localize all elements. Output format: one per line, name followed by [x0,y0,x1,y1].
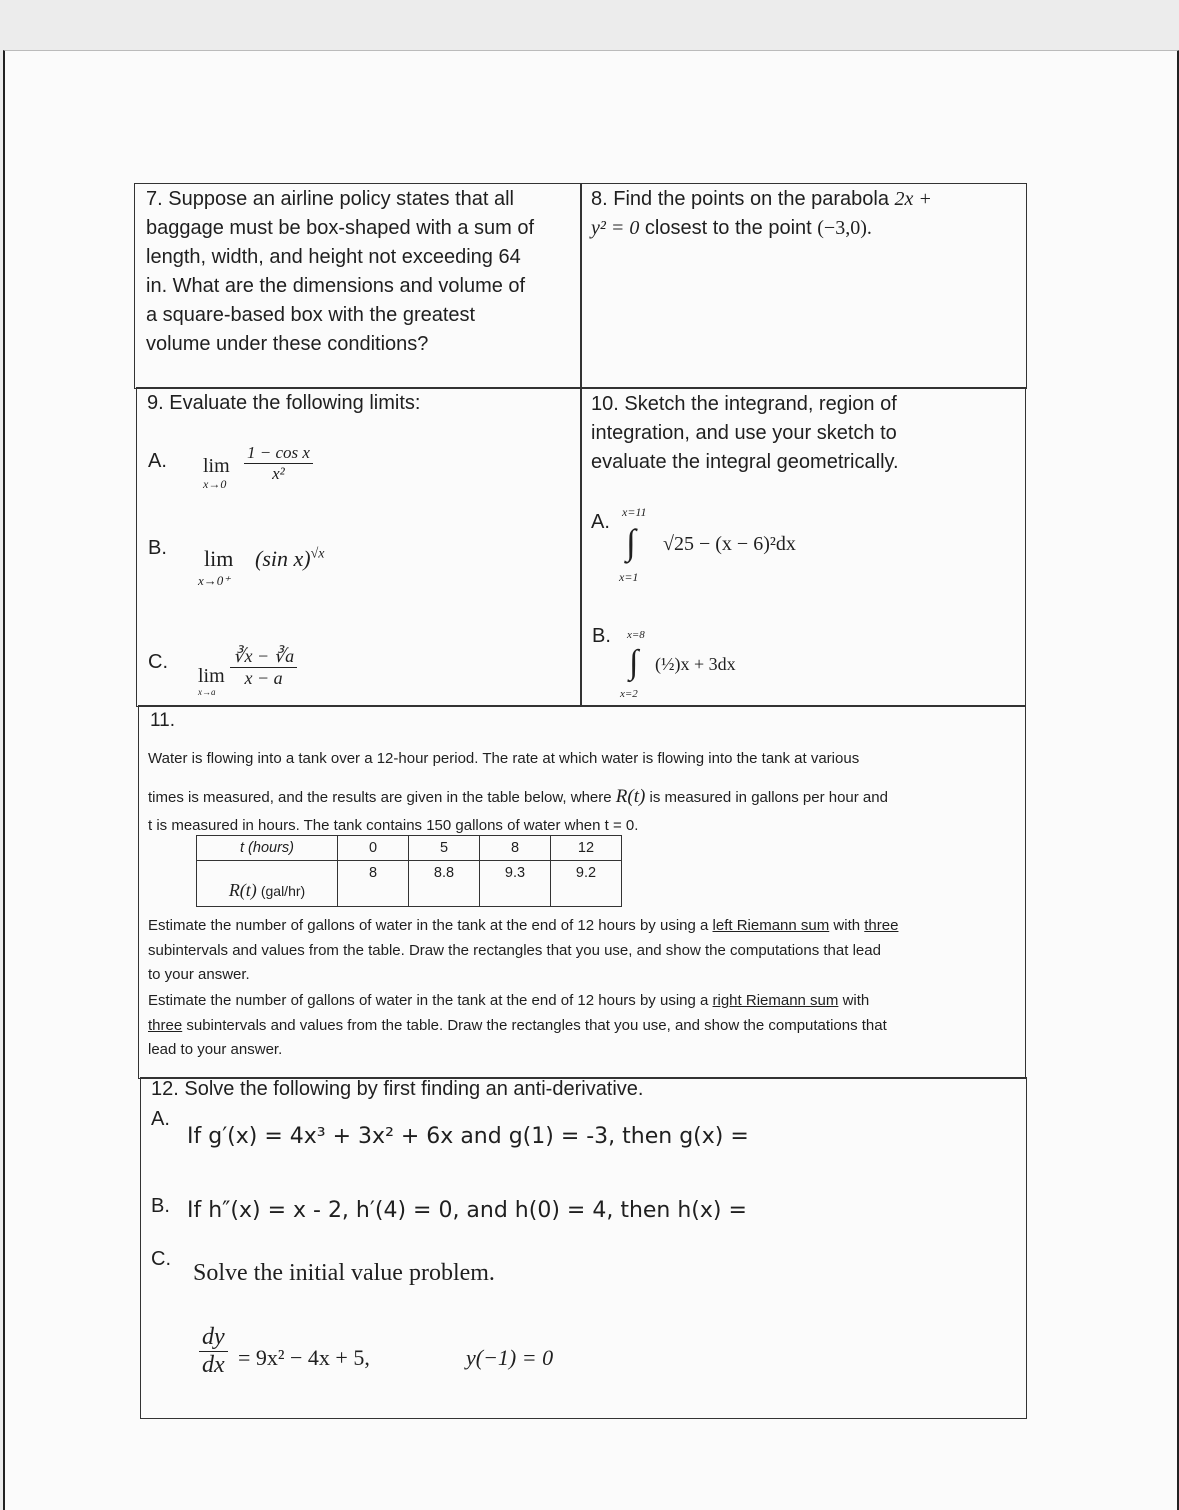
q10-line: evaluate the integral geometrically. [591,451,899,473]
q11-left-u1: left Riemann sum [712,917,830,934]
table-cell: 8 [338,861,409,907]
q11-left-riemann [148,914,1018,988]
q10-text [591,390,1021,477]
q11-para1-line1: Water is flowing into a tank over a 12-hour period. The rate at which water is flowing into the tank at various [148,750,860,767]
q10-a-upper: x=11 [622,505,647,519]
q10-a-lower: x=1 [619,570,639,584]
q10-b-integral-sign: ∫ [629,644,639,681]
q7-line: baggage must be box-shaped with a sum of [146,217,535,239]
q8-math-1: 2x + [894,188,932,210]
q11-left-mid: with [829,917,865,934]
table-rate-unit: (gal/hr) [260,883,306,899]
q12-title: 12. Solve the following by first finding an anti-derivative. [151,1078,644,1100]
q10-a-integrand: √25 − (x − 6)²dx [663,533,796,555]
q12-c-rhs: = 9x² − 4x + 5, [238,1345,370,1370]
q9-b-sub: x→0⁺ [198,573,231,588]
q9-cell [136,387,582,707]
q10-a-label: A. [591,511,610,533]
q9-title: 9. Evaluate the following limits: [147,392,421,414]
q9-a-lim: lim [203,455,230,477]
table-row-label [197,861,338,907]
q7-line: volume under these conditions? [146,333,429,355]
q10-a-integral-sign: ∫ [626,522,636,562]
q11-para1-line2-b: is measured in gallons per hour and [645,789,888,806]
q11-right-u2: three [148,1016,183,1034]
q7-line: 7. Suppose an airline policy states that all [146,188,514,210]
q11-right-pre: Estimate the number of gallons of water in the tank at the end of 12 hours by using a [148,992,713,1009]
q12-c-derivative [199,1324,228,1379]
q7-text [146,185,578,359]
q11-rate-function: R(t) [615,786,646,807]
q9-b-base: (sin x) [255,546,311,571]
q8-prefix: 8. Find the points on the parabola [591,188,895,210]
q11-right-line2: subintervals and values from the table. Draw the rectangles that you use, and show the computations that [182,1016,887,1034]
q10-b-upper: x=8 [627,629,645,641]
q9-b-lim: lim [204,546,234,571]
q8-text [591,185,1021,243]
q11-right-riemann [148,989,1018,1063]
q10-line: 10. Sketch the integrand, region of [591,393,897,415]
q9-a-fraction [244,443,313,484]
table-header-cell: 0 [338,836,409,861]
q12-c-text: Solve the initial value problem. [193,1260,495,1286]
q11-para1-line2-a: times is measured, and the results are given in the table below, where [148,789,616,806]
table-cell: 8.8 [409,861,480,907]
q11-number: 11. [150,710,176,731]
table-header-cell: 12 [551,836,622,861]
q11-left-line3: to your answer. [148,966,250,983]
q9-c-sub: x→a [198,687,216,697]
q7-line: in. What are the dimensions and volume of [146,275,526,297]
q12-c-denominator: dx [202,1352,225,1378]
q11-para1-line3: t is measured in hours. The tank contains 150 gallons of water when t = 0. [148,817,639,834]
q11-left-u2: three [864,917,899,934]
q9-b-exponent: √x [310,546,325,562]
q9-c-lim: lim [198,665,225,687]
table-rate-symbol: R(t) [228,880,257,900]
q11-right-u1: right Riemann sum [712,992,839,1009]
q7-line: a square-based box with the greatest [146,304,476,326]
q12-b-label: B. [151,1195,170,1217]
q8-math-2: y² = 0 [591,217,640,239]
q7-line: length, width, and height not exceeding 64 [146,246,521,268]
q11-right-mid: with [838,992,870,1009]
table-header-cell: 5 [409,836,480,861]
q8-point: (−3,0). [817,217,872,239]
q11-para1-line2 [148,785,888,811]
q10-b-label: B. [592,625,611,647]
q10-b-lower: x=2 [620,688,638,700]
q10-b-integrand: (½)x + 3dx [655,654,736,674]
q9-a-label: A. [148,450,167,472]
q12-a-text: If g′(x) = 4x³ + 3x² + 6x and g(1) = -3, then g(x) = [187,1124,749,1149]
q9-c-denominator: x − a [244,668,283,688]
q9-a-denominator: x² [272,464,285,483]
q9-c-numerator: ∛x − ∛a [230,646,297,668]
q11-left-pre: Estimate the number of gallons of water in the tank at the end of 12 hours by using a [148,917,713,934]
q8-mid: closest to the point [639,217,818,239]
q12-c-label: C. [151,1248,171,1270]
q10-line: integration, and use your sketch to [591,422,897,444]
q12-b-text: If h″(x) = x - 2, h′(4) = 0, and h(0) = 4, then h(x) = [187,1198,747,1223]
table-header-cell: 8 [480,836,551,861]
q9-a-numerator: 1 − cos x [244,443,313,464]
q11-right-line3: lead to your answer. [148,1041,283,1058]
table-cell: 9.3 [480,861,551,907]
table-row [197,836,622,861]
q11-left-line2: subintervals and values from the table. Draw the rectangles that you use, and show the computations that lead [148,941,881,959]
table-cell: 9.2 [551,861,622,907]
table-header-label: t (hours) [197,836,338,861]
q12-c-numerator: dy [199,1324,228,1352]
q9-c-fraction [230,646,297,689]
table-row [197,861,622,907]
rate-table [196,835,622,907]
q12-c-initial-condition: y(−1) = 0 [466,1345,554,1370]
q9-c-label: C. [148,651,168,673]
q9-b-expr [255,546,325,572]
q12-a-label: A. [151,1108,170,1130]
q9-a-sub: x→0 [203,477,227,491]
q9-b-label: B. [148,537,167,559]
